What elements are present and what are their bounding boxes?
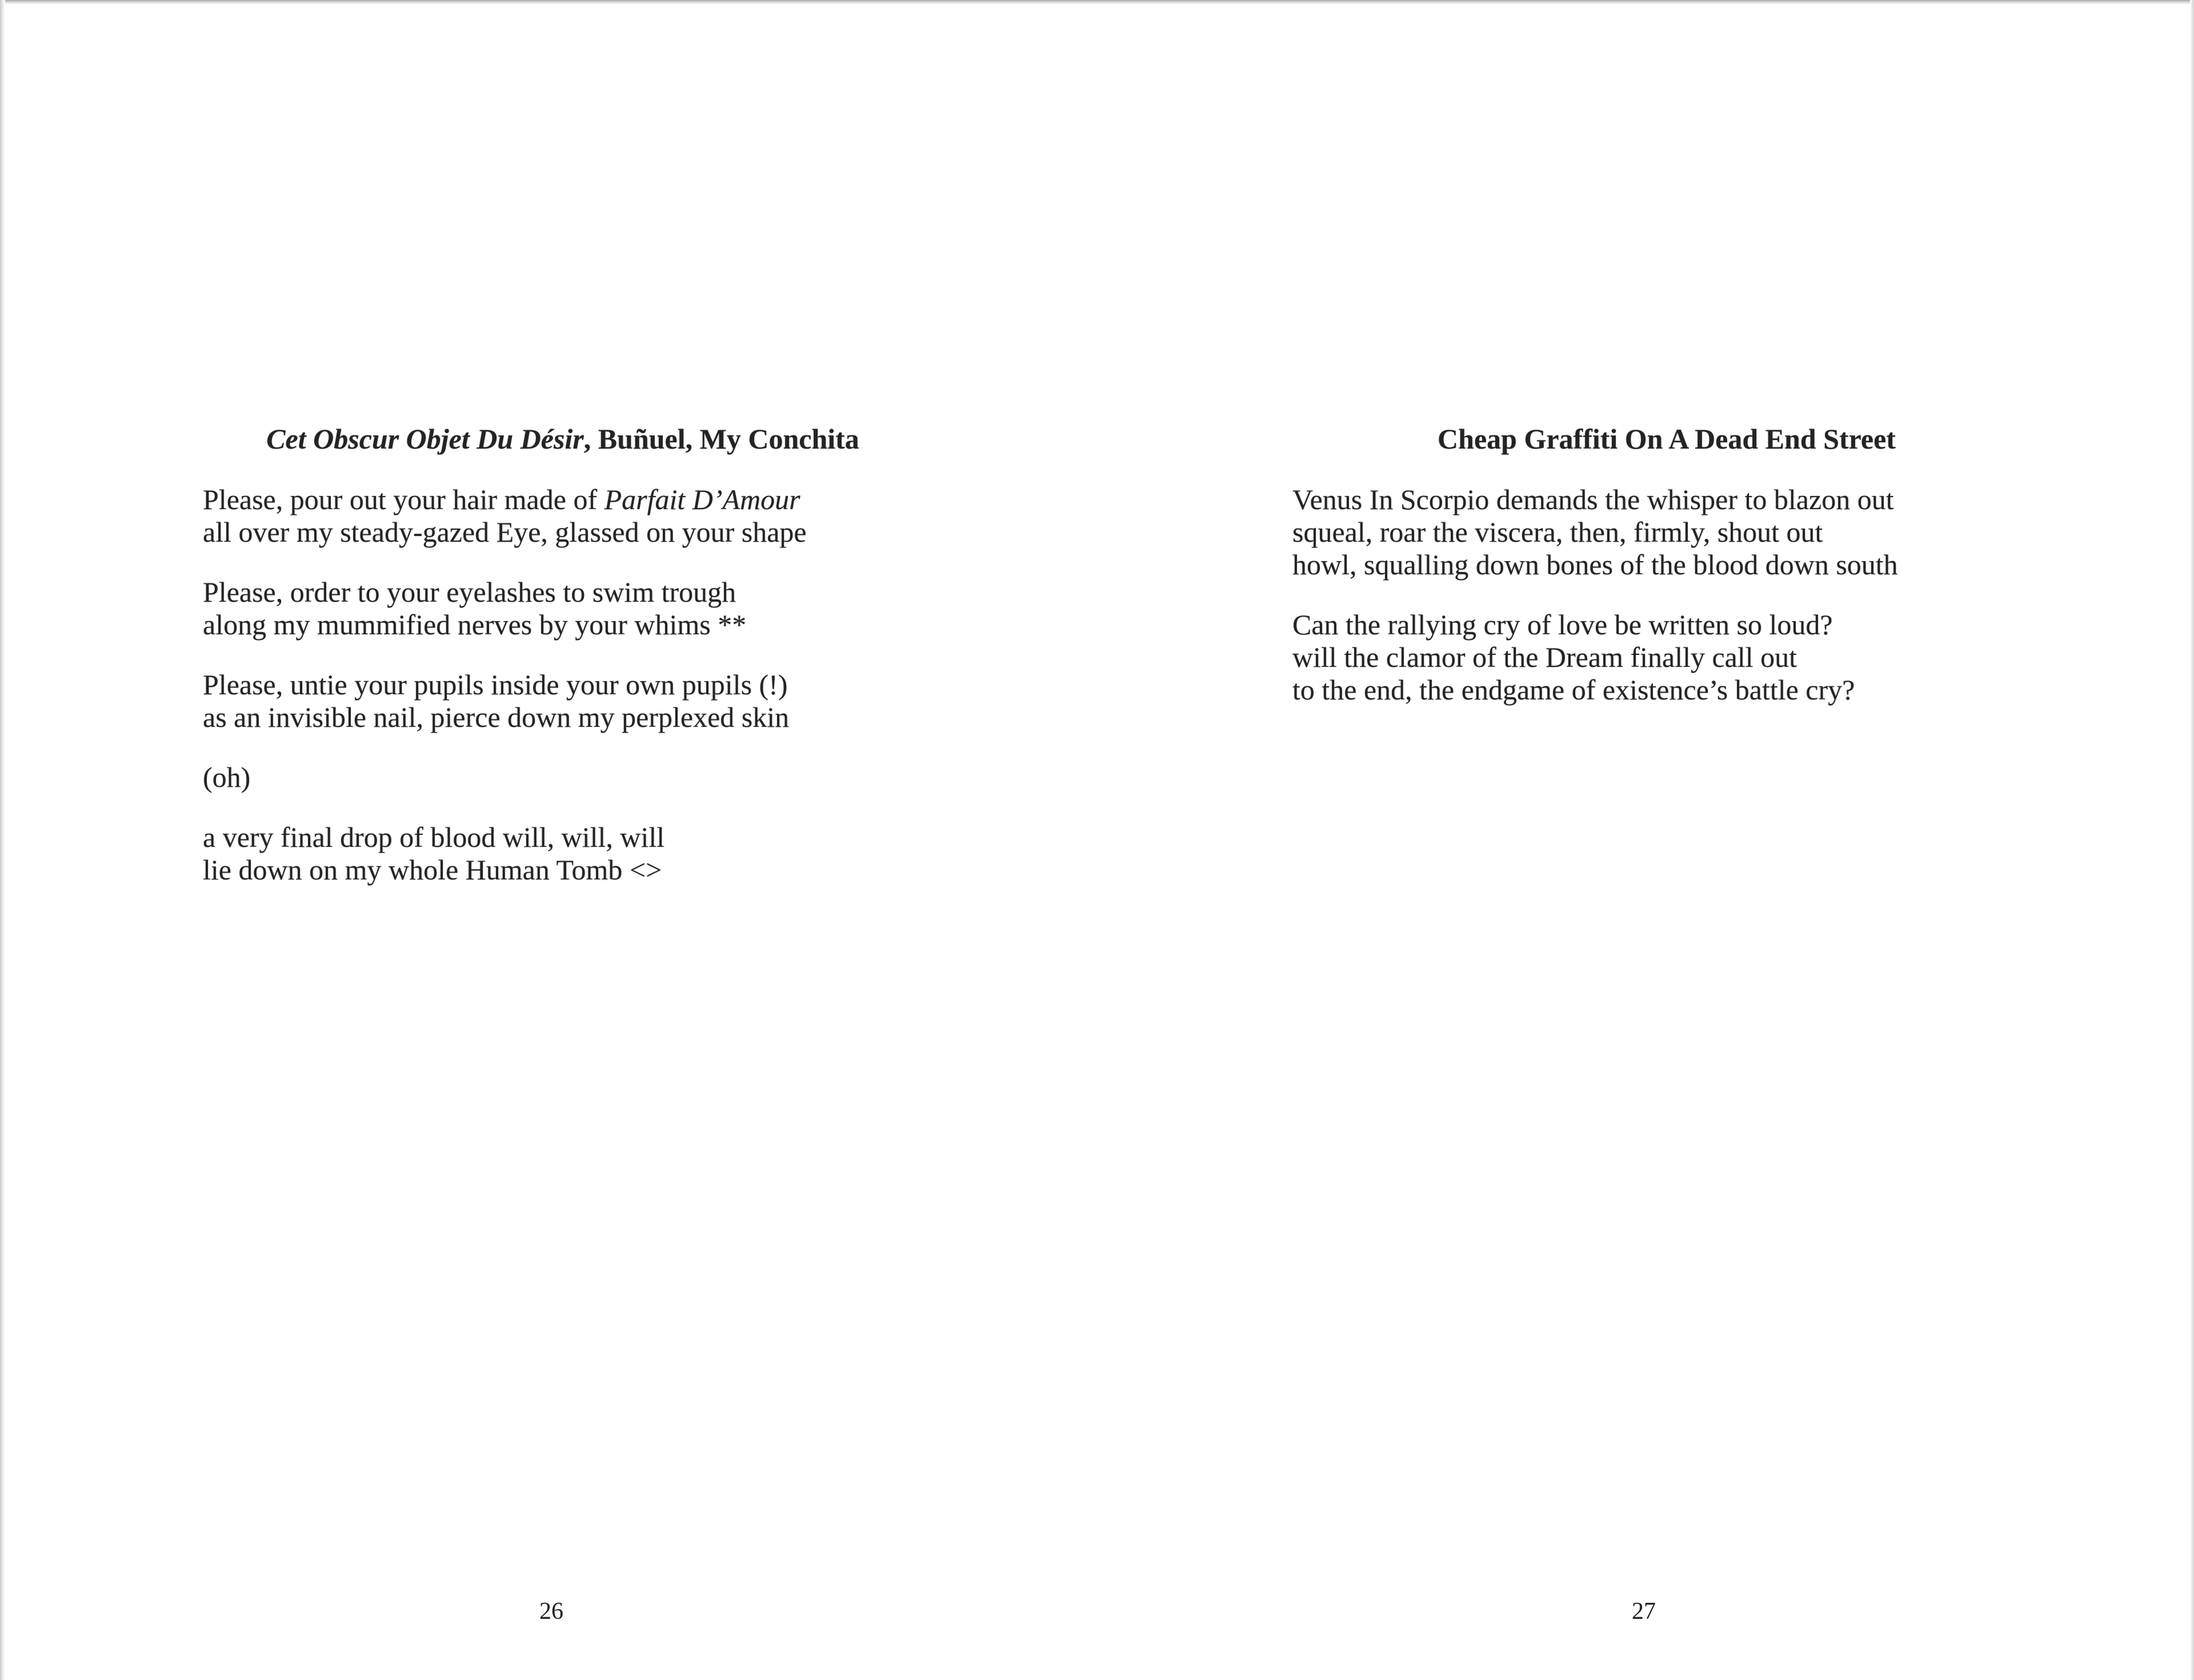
poem-line: Please, untie your pupils inside your own pupils (!) bbox=[203, 669, 788, 701]
poem-line: will the clamor of the Dream finally call out bbox=[1292, 641, 1797, 673]
stanza bbox=[203, 669, 923, 734]
poem-line: squeal, roar the viscera, then, firmly, shout out bbox=[1292, 516, 1823, 548]
page-number-right: 27 bbox=[1632, 1598, 1656, 1625]
poem-line: howl, squalling down bones of the blood down south bbox=[1292, 549, 1898, 581]
stanza bbox=[203, 483, 923, 549]
scan-top-edge bbox=[0, 0, 2194, 5]
poem-title-right: Cheap Graffiti On A Dead End Street bbox=[1438, 423, 1896, 455]
poem-line bbox=[203, 483, 800, 515]
scan-right-edge bbox=[2190, 0, 2194, 1680]
stanza-interjection bbox=[203, 761, 923, 794]
stanza bbox=[203, 821, 923, 886]
poem-line: to the end, the endgame of existence’s battle cry? bbox=[1292, 674, 1855, 706]
poem-line: (oh) bbox=[203, 761, 251, 793]
poem-line-italic-text: Parfait D’Amour bbox=[604, 483, 800, 515]
page-number-left: 26 bbox=[539, 1598, 563, 1625]
stanza bbox=[1292, 483, 2041, 581]
poem-title-left-italic-part: Cet Obscur Objet Du Désir bbox=[266, 423, 584, 455]
right-page bbox=[1292, 422, 2041, 706]
poem-line: a very final drop of blood will, will, will bbox=[203, 821, 665, 853]
poem-line: Please, order to your eyelashes to swim trough bbox=[203, 576, 736, 608]
poem-line: all over my steady-gazed Eye, glassed on your shape bbox=[203, 516, 807, 548]
poem-line: lie down on my whole Human Tomb <> bbox=[203, 854, 662, 886]
poem-title-left-bold-part: , Buñuel, My Conchita bbox=[583, 423, 859, 455]
poem-line: Can the rallying cry of love be written so loud? bbox=[1292, 609, 1833, 641]
poem-line: Venus In Scorpio demands the whisper to blazon out bbox=[1292, 483, 1894, 515]
poem-line-text: Please, pour out your hair made of bbox=[203, 483, 604, 515]
poem-line: as an invisible nail, pierce down my perplexed skin bbox=[203, 701, 790, 733]
poem-title-left bbox=[203, 422, 923, 456]
stanza bbox=[203, 576, 923, 641]
scan-left-edge bbox=[0, 0, 5, 1680]
stanza bbox=[1292, 609, 2041, 706]
left-page bbox=[203, 422, 923, 886]
poem-line: along my mummified nerves by your whims ** bbox=[203, 609, 747, 641]
